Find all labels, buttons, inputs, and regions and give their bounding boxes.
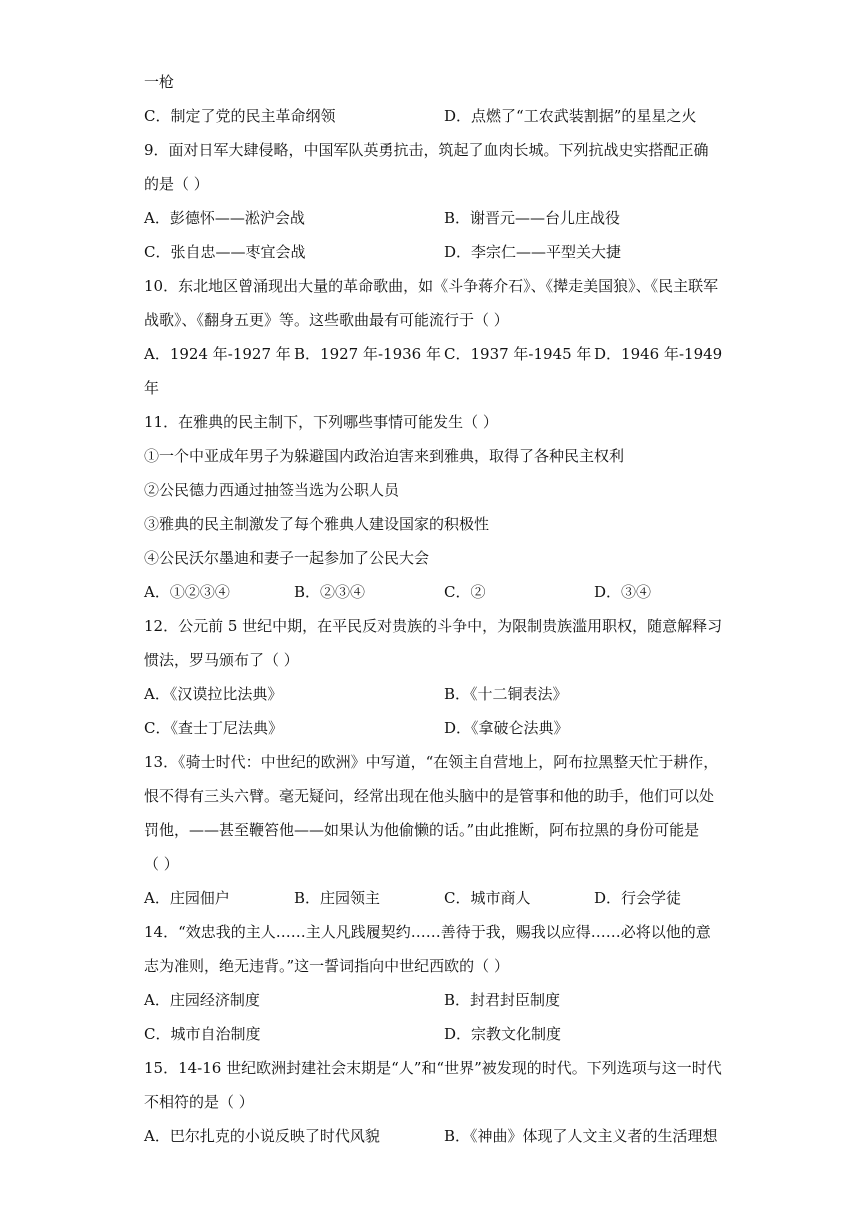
q9-option-a: A．彭德怀——淞沪会战	[144, 209, 305, 227]
q9-option-c: C．张自忠——枣宜会战	[144, 243, 306, 261]
q9-stem: 9．面对日军大肆侵略，中国军队英勇抗击，筑起了血肉长城。下列抗战史实搭配正确	[144, 141, 709, 159]
q9-stem-cont: 的是（ ）	[144, 175, 209, 193]
q14-option-b: B．封君封臣制度	[444, 991, 561, 1009]
q10-stem: 10．东北地区曾涌现出大量的革命歌曲，如《斗争蒋介石》、《撵走美国狼》、《民主联军	[144, 277, 719, 295]
q15-stem: 15．14-16 世纪欧洲封建社会末期是“人”和“世界”被发现的时代。下列选项与这一时代	[144, 1059, 722, 1077]
q11-statement-1: ①一个中亚成年男子为躲避国内政治迫害来到雅典，取得了各种民主权利	[144, 447, 625, 465]
q12-stem: 12．公元前 5 世纪中期，在平民反对贵族的斗争中，为限制贵族滥用职权，随意解释习	[144, 617, 723, 635]
q14-stem: 14．“效忠我的主人……主人凡践履契约……善待于我，赐我以应得……必将以他的意	[144, 923, 711, 941]
q11-stem: 11．在雅典的民主制下，下列哪些事情可能发生（ ）	[144, 413, 498, 431]
q12-option-c: C．《查士丁尼法典》	[144, 719, 283, 737]
q11-statement-2: ②公民德力西通过抽签当选为公职人员	[144, 481, 400, 499]
q11-statement-3: ③雅典的民主制激发了每个雅典人建设国家的积极性	[144, 515, 490, 533]
q11-option-a: A．①②③④	[144, 583, 230, 601]
q14-option-d: D．宗教文化制度	[444, 1025, 562, 1043]
q9-option-d: D．李宗仁——平型关大捷	[444, 243, 622, 261]
q14-stem-cont: 志为准则，绝无违背。”这一誓词指向中世纪西欧的（ ）	[144, 957, 509, 975]
q11-option-b: B．②③④	[294, 583, 366, 601]
q13-option-a: A．庄园佃户	[144, 889, 230, 907]
q14-option-c: C．城市自治制度	[144, 1025, 261, 1043]
q8-continuation: 一枪	[144, 73, 175, 91]
q12-option-b: B．《十二铜表法》	[444, 685, 568, 703]
q10-option-b: B．1927 年-1936 年	[294, 345, 441, 363]
q14-option-a: A．庄园经济制度	[144, 991, 260, 1009]
q13-stem: 13．《骑士时代：中世纪的欧洲》中写道，“在领主自营地上，阿布拉黑整天忙于耕作，	[144, 753, 719, 771]
q12-stem-cont: 惯法，罗马颁布了（ ）	[144, 651, 299, 669]
q13-stem-cont-2: 罚他，——甚至鞭笞他——如果认为他偷懒的话。”由此推断，阿布拉黑的身份可能是	[144, 821, 700, 839]
q13-option-d: D．行会学徒	[594, 889, 682, 907]
q11-statement-4: ④公民沃尔墨迪和妻子一起参加了公民大会	[144, 549, 430, 567]
q8-option-d: D．点燃了“工农武装割据”的星星之火	[444, 107, 697, 125]
q13-stem-cont-3: （ ）	[144, 855, 179, 873]
q12-option-d: D．《拿破仑法典》	[444, 719, 569, 737]
q10-option-d: D．1946 年-1949	[594, 345, 723, 363]
q11-option-c: C．②	[444, 583, 486, 601]
q12-option-a: A．《汉谟拉比法典》	[144, 685, 283, 703]
q10-stem-cont: 战歌》、《翻身五更》等。这些歌曲最有可能流行于（ ）	[144, 311, 509, 329]
q8-option-c: C．制定了党的民主革命纲领	[144, 107, 336, 125]
q15-option-b: B．《神曲》体现了人文主义者的生活理想	[444, 1127, 718, 1145]
q10-option-a: A．1924 年-1927 年	[144, 345, 291, 363]
q13-option-c: C．城市商人	[444, 889, 531, 907]
q9-option-b: B．谢晋元——台儿庄战役	[444, 209, 621, 227]
q11-option-d: D．③④	[594, 583, 652, 601]
q13-option-b: B．庄园领主	[294, 889, 381, 907]
q15-option-a: A．巴尔扎克的小说反映了时代风貌	[144, 1127, 380, 1145]
q13-stem-cont-1: 恨不得有三头六臂。毫无疑问，经常出现在他头脑中的是管事和他的助手，他们可以处	[144, 787, 715, 805]
q15-stem-cont: 不相符的是（ ）	[144, 1093, 254, 1111]
q10-option-d-cont: 年	[144, 379, 160, 397]
q10-option-c: C．1937 年-1945 年	[444, 345, 592, 363]
